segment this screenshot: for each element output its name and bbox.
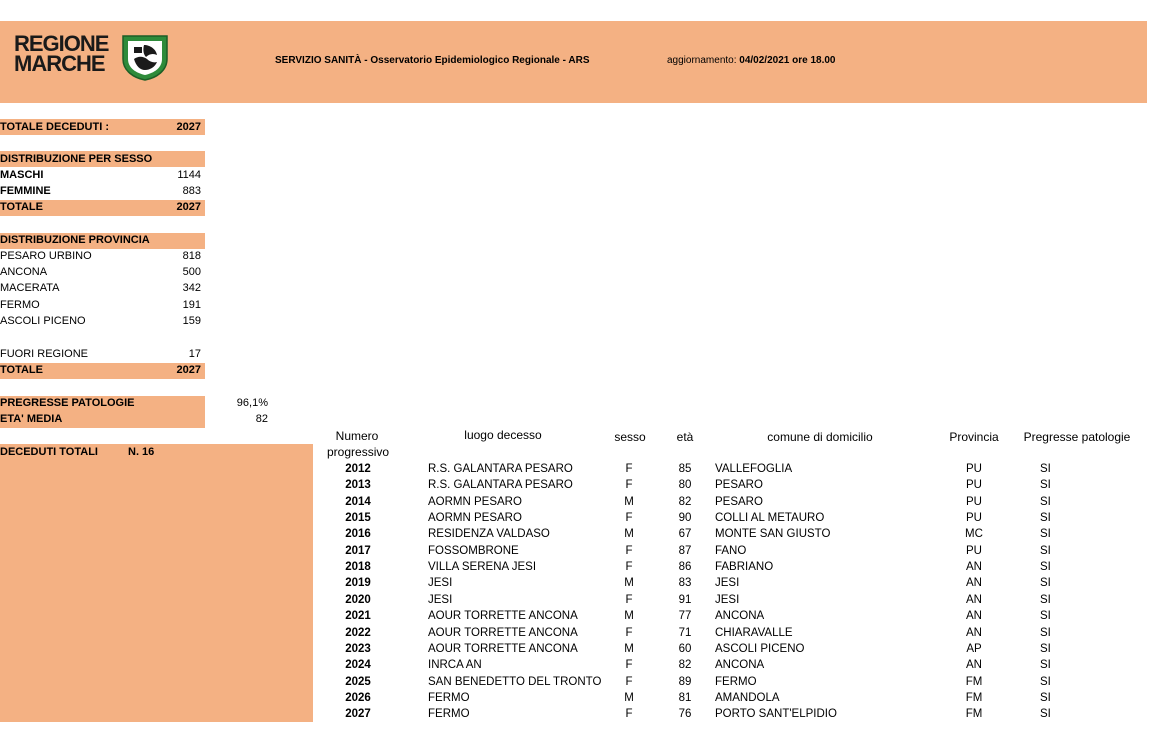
cell-provincia: FM: [965, 708, 983, 721]
cell-patologie: SI: [1040, 577, 1051, 590]
deceduti-totali-value: N. 16: [128, 446, 155, 458]
header-numero-line1: Numero: [335, 429, 379, 443]
cell-luogo: AOUR TORRETTE ANCONA: [428, 610, 578, 623]
cell-sesso: F: [625, 561, 633, 574]
cell-provincia: PU: [966, 512, 982, 525]
cell-eta: 82: [678, 659, 692, 672]
deceduti-totali-panel: [0, 444, 313, 722]
province-name: FERMO: [0, 299, 40, 311]
cell-provincia: PU: [966, 495, 982, 508]
cell-sesso: M: [624, 642, 634, 655]
cell-numero: 2027: [345, 708, 371, 721]
cell-eta: 80: [678, 479, 692, 492]
cell-luogo: AOUR TORRETTE ANCONA: [428, 626, 578, 639]
cell-luogo: RESIDENZA VALDASO: [428, 528, 550, 541]
cell-patologie: SI: [1040, 463, 1051, 475]
femmine-label: FEMMINE: [0, 185, 51, 197]
cell-numero: 2013: [345, 479, 371, 492]
pregresse-value: 96,1%: [236, 397, 268, 409]
cell-luogo: INRCA AN: [428, 659, 482, 672]
province-row: [0, 265, 205, 280]
fuori-regione-label: FUORI REGIONE: [0, 348, 89, 360]
header-numero-line2: progressivo: [327, 445, 390, 459]
cell-sesso: F: [625, 512, 633, 525]
cell-provincia: AP: [966, 642, 982, 655]
totale-deceduti-label: TOTALE DECEDUTI :: [0, 121, 109, 133]
cell-numero: 2022: [345, 626, 371, 639]
cell-sesso: M: [624, 577, 634, 590]
cell-numero: 2016: [345, 528, 371, 541]
cell-numero: 2023: [345, 642, 371, 655]
cell-numero: 2020: [345, 593, 371, 606]
regione-marche-logo: [14, 31, 174, 84]
cell-comune: COLLI AL METAURO: [715, 512, 825, 525]
province-name: MACERATA: [0, 282, 60, 294]
cell-sesso: F: [625, 659, 633, 672]
eta-media-label: ETA' MEDIA: [0, 413, 63, 425]
cell-provincia: FM: [965, 691, 983, 704]
cell-sesso: F: [625, 544, 633, 557]
cell-patologie: SI: [1040, 593, 1051, 606]
cell-sesso: M: [624, 691, 634, 704]
cell-sesso: F: [625, 708, 633, 721]
header-patologie: Pregresse patologie: [1023, 430, 1131, 444]
logo-line-2: MARCHE: [14, 51, 105, 76]
province-row: [0, 298, 205, 313]
cell-sesso: F: [625, 463, 633, 475]
header-sesso: sesso: [614, 430, 646, 444]
sesso-totale-value: 2027: [176, 201, 201, 213]
totale-deceduti-value: 2027: [176, 121, 201, 133]
cell-eta: 90: [678, 512, 692, 525]
province-name: ANCONA: [0, 266, 48, 278]
province-row: [0, 281, 205, 296]
province-value: 191: [182, 299, 201, 311]
cell-luogo: JESI: [428, 593, 453, 606]
sesso-totale-row: [0, 200, 205, 215]
service-title: SERVIZIO SANITÀ - Osservatorio Epidemiologico Regionale - ARS: [275, 55, 590, 66]
cell-comune: FANO: [715, 544, 747, 557]
maschi-label: MASCHI: [0, 169, 44, 181]
cell-comune: PESARO: [715, 495, 763, 508]
province-value: 342: [182, 282, 201, 294]
header-numero: [327, 428, 390, 460]
province-row: [0, 314, 205, 329]
pregresse-row: [0, 396, 205, 411]
cell-comune: ANCONA: [715, 659, 765, 672]
cell-comune: FABRIANO: [715, 561, 774, 574]
cell-luogo: VILLA SERENA JESI: [428, 561, 537, 574]
cell-provincia: PU: [966, 463, 982, 475]
cell-eta: 60: [678, 642, 692, 655]
cell-eta: 86: [678, 561, 692, 574]
cell-sesso: F: [625, 675, 633, 688]
totale-deceduti-row: [0, 120, 205, 135]
cell-eta: 89: [678, 675, 692, 688]
cell-provincia: AN: [966, 561, 982, 574]
cell-luogo: FERMO: [428, 691, 470, 704]
cell-comune: FERMO: [715, 675, 757, 688]
header-eta: età: [676, 430, 694, 444]
cell-comune: VALLEFOGLIA: [715, 463, 793, 475]
cell-patologie: SI: [1040, 691, 1051, 704]
cell-numero: 2018: [345, 561, 371, 574]
cell-eta: 81: [678, 691, 692, 704]
cell-sesso: M: [624, 495, 634, 508]
cell-patologie: SI: [1040, 528, 1051, 541]
cell-eta: 83: [678, 577, 692, 590]
cell-sesso: M: [624, 528, 634, 541]
cell-numero: 2024: [345, 659, 371, 672]
cell-comune: AMANDOLA: [715, 691, 780, 704]
eta-media-value: 82: [255, 413, 268, 425]
cell-eta: 85: [678, 463, 692, 475]
cell-provincia: PU: [966, 479, 982, 492]
cell-eta: 77: [678, 610, 692, 623]
cell-patologie: SI: [1040, 708, 1051, 721]
cell-provincia: AN: [966, 659, 982, 672]
cell-comune: CHIARAVALLE: [715, 626, 793, 639]
provincia-title: DISTRIBUZIONE PROVINCIA: [0, 234, 150, 246]
cell-sesso: M: [624, 610, 634, 623]
femmine-row: [0, 184, 205, 199]
province-value: 159: [182, 315, 201, 327]
sesso-title-row: [0, 152, 205, 167]
province-name: ASCOLI PICENO: [0, 315, 86, 327]
cell-luogo: AORMN PESARO: [428, 512, 522, 525]
pregresse-label: PREGRESSE PATOLOGIE: [0, 397, 135, 409]
maschi-row: [0, 168, 205, 183]
cell-eta: 76: [678, 708, 692, 721]
cell-patologie: SI: [1040, 610, 1051, 623]
province-name: PESARO URBINO: [0, 250, 92, 262]
cell-comune: PESARO: [715, 479, 763, 492]
femmine-value: 883: [182, 185, 201, 197]
header-comune: comune di domicilio: [767, 430, 873, 444]
sesso-title: DISTRIBUZIONE PER SESSO: [0, 153, 153, 165]
cell-numero: 2012: [345, 463, 371, 475]
cell-provincia: AN: [966, 593, 982, 606]
fuori-regione-value: 17: [188, 348, 201, 360]
province-value: 500: [182, 266, 201, 278]
cell-patologie: SI: [1040, 544, 1051, 557]
cell-luogo: FOSSOMBRONE: [428, 544, 519, 557]
cell-sesso: F: [625, 593, 633, 606]
provincia-title-row: [0, 233, 205, 248]
regione-shield-icon: [120, 33, 170, 81]
header-provincia: Provincia: [949, 430, 999, 444]
update-value: 04/02/2021 ore 18.00: [739, 55, 836, 66]
cell-luogo: AORMN PESARO: [428, 495, 522, 508]
cell-luogo: R.S. GALANTARA PESARO: [428, 463, 573, 475]
cell-provincia: AN: [966, 610, 982, 623]
update-info: [667, 55, 835, 66]
cell-luogo: JESI: [428, 577, 453, 590]
provincia-totale-value: 2027: [176, 364, 201, 376]
cell-provincia: FM: [965, 675, 983, 688]
cell-eta: 71: [678, 626, 692, 639]
maschi-value: 1144: [177, 169, 201, 181]
cell-provincia: PU: [966, 544, 982, 557]
cell-luogo: FERMO: [428, 708, 470, 721]
cell-luogo: R.S. GALANTARA PESARO: [428, 479, 573, 492]
cell-eta: 91: [678, 593, 692, 606]
cell-provincia: AN: [966, 577, 982, 590]
cell-provincia: AN: [966, 626, 982, 639]
cell-sesso: F: [625, 479, 633, 492]
cell-numero: 2014: [345, 495, 371, 508]
cell-eta: 87: [678, 544, 692, 557]
cell-patologie: SI: [1040, 479, 1051, 492]
cell-numero: 2026: [345, 691, 371, 704]
cell-eta: 82: [678, 495, 692, 508]
cell-patologie: SI: [1040, 512, 1051, 525]
header-luogo: luogo decesso: [464, 428, 542, 442]
cell-numero: 2021: [345, 610, 371, 623]
provincia-totale-label: TOTALE: [0, 364, 43, 376]
update-label: aggiornamento:: [667, 55, 737, 66]
cell-numero: 2025: [345, 675, 371, 688]
cell-numero: 2019: [345, 577, 371, 590]
cell-luogo: SAN BENEDETTO DEL TRONTO: [428, 675, 602, 688]
cell-patologie: SI: [1040, 642, 1051, 655]
cell-sesso: F: [625, 626, 633, 639]
cell-patologie: SI: [1040, 659, 1051, 672]
logo-line-1: REGIONE: [14, 31, 109, 56]
province-value: 818: [182, 250, 201, 262]
province-row: [0, 249, 205, 264]
cell-patologie: SI: [1040, 675, 1051, 688]
fuori-regione-row: [0, 347, 205, 362]
cell-comune: PORTO SANT'ELPIDIO: [715, 708, 837, 721]
cell-eta: 67: [678, 528, 692, 541]
cell-provincia: MC: [965, 528, 983, 541]
cell-comune: ASCOLI PICENO: [715, 642, 805, 655]
cell-comune: JESI: [715, 577, 740, 590]
sesso-totale-label: TOTALE: [0, 201, 43, 213]
cell-numero: 2017: [345, 544, 371, 557]
cell-numero: 2015: [345, 512, 371, 525]
cell-patologie: SI: [1040, 561, 1051, 574]
cell-comune: ANCONA: [715, 610, 765, 623]
cell-luogo: AOUR TORRETTE ANCONA: [428, 642, 578, 655]
eta-media-row: [0, 412, 205, 427]
cell-comune: JESI: [715, 593, 740, 606]
provincia-totale-row: [0, 363, 205, 378]
cell-comune: MONTE SAN GIUSTO: [715, 528, 831, 541]
cell-patologie: SI: [1040, 495, 1051, 508]
deceduti-totali-label: DECEDUTI TOTALI: [0, 446, 98, 458]
cell-patologie: SI: [1040, 626, 1051, 639]
